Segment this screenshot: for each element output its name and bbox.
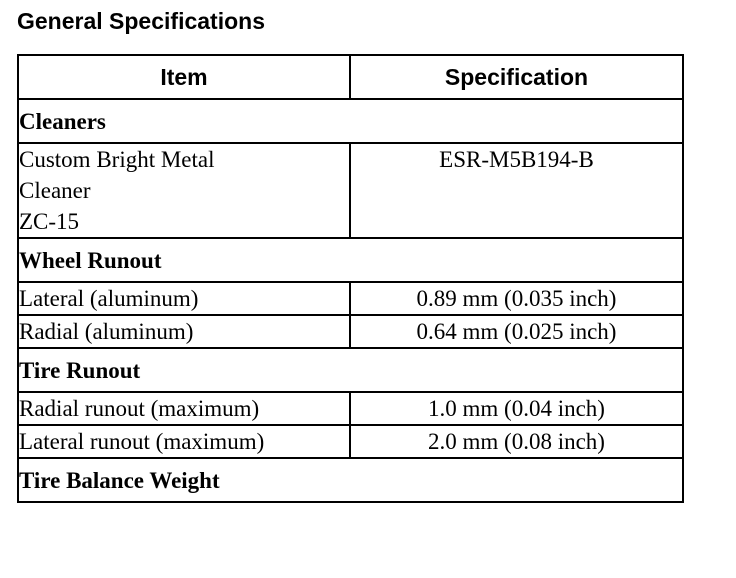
table-row bbox=[18, 392, 683, 425]
table-row bbox=[18, 143, 683, 238]
item-cell: Radial runout (maximum) bbox=[18, 392, 350, 425]
section-row-tire-balance-weight bbox=[18, 458, 683, 502]
section-heading: Wheel Runout bbox=[18, 238, 683, 282]
item-text-line: Cleaner bbox=[19, 178, 91, 203]
item-cell bbox=[18, 143, 350, 238]
table-row bbox=[18, 425, 683, 458]
table-row bbox=[18, 315, 683, 348]
table-header-row bbox=[18, 55, 683, 99]
specification-cell: 1.0 mm (0.04 inch) bbox=[350, 392, 683, 425]
item-column-header: Item bbox=[18, 55, 350, 99]
specification-column-header: Specification bbox=[350, 55, 683, 99]
specification-cell: ESR-M5B194-B bbox=[350, 143, 683, 238]
specification-cell: 0.89 mm (0.035 inch) bbox=[350, 282, 683, 315]
section-row-tire-runout bbox=[18, 348, 683, 392]
section-heading: Tire Balance Weight bbox=[18, 458, 683, 502]
table-row bbox=[18, 282, 683, 315]
specifications-table bbox=[17, 54, 684, 503]
section-row-wheel-runout bbox=[18, 238, 683, 282]
item-cell: Lateral (aluminum) bbox=[18, 282, 350, 315]
section-heading: Tire Runout bbox=[18, 348, 683, 392]
specification-cell: 2.0 mm (0.08 inch) bbox=[350, 425, 683, 458]
section-heading: Cleaners bbox=[18, 99, 683, 143]
item-text-line: ZC-15 bbox=[19, 209, 80, 234]
item-cell: Lateral runout (maximum) bbox=[18, 425, 350, 458]
item-cell: Radial (aluminum) bbox=[18, 315, 350, 348]
specification-cell: 0.64 mm (0.025 inch) bbox=[350, 315, 683, 348]
item-text-line: Custom Bright Metal bbox=[19, 147, 215, 172]
page-title: General Specifications bbox=[17, 8, 265, 34]
section-row-cleaners bbox=[18, 99, 683, 143]
